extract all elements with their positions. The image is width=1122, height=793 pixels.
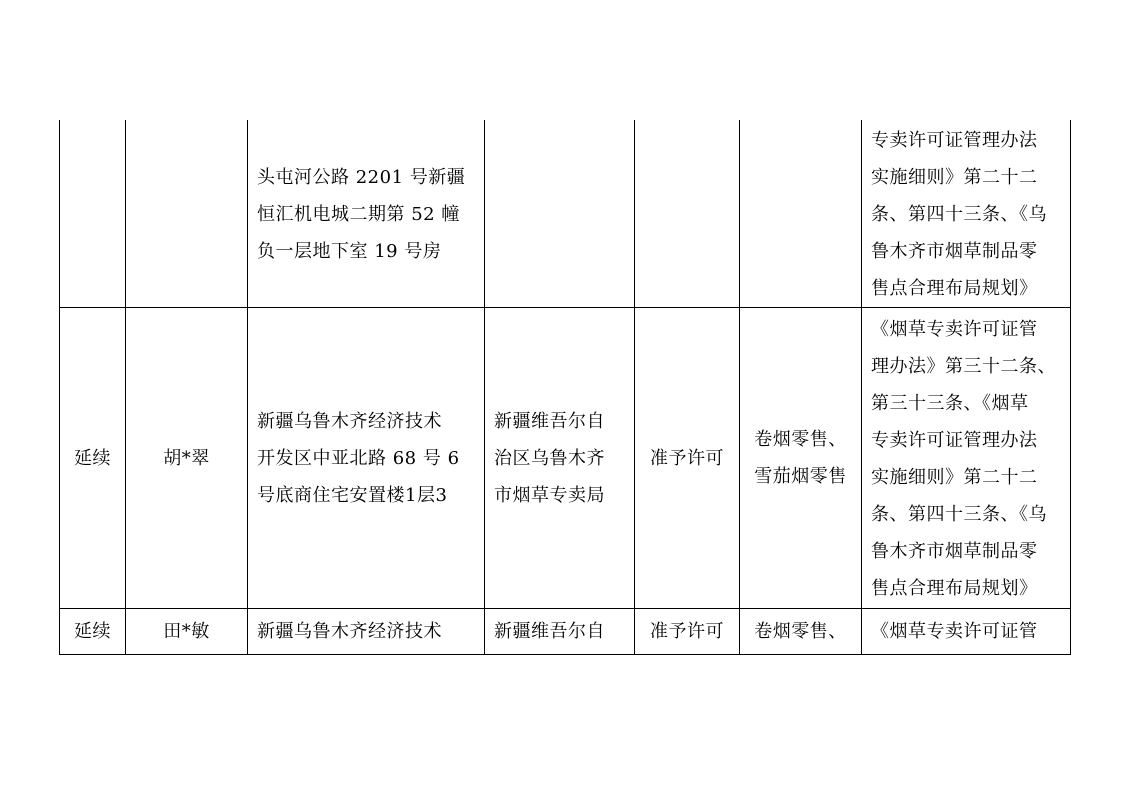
table-row bbox=[60, 609, 1071, 655]
basis-line: 第三十三条、《烟草 bbox=[871, 393, 1029, 414]
table-row bbox=[60, 308, 1071, 609]
license-table bbox=[59, 120, 1071, 655]
address-line: 恒汇机电城二期第 52 幢 bbox=[257, 204, 460, 225]
address-line: 开发区中亚北路 68 号 6 bbox=[257, 447, 460, 469]
basis-line: 专卖许可证管理办法 bbox=[871, 430, 1038, 451]
table-row bbox=[60, 120, 1071, 308]
basis-line: 鲁木齐市烟草制品零 bbox=[871, 241, 1038, 262]
basis-cell bbox=[862, 609, 1071, 655]
decision-cell bbox=[635, 120, 740, 308]
basis-line: 实施细则》第二十二 bbox=[871, 467, 1038, 488]
basis-line: 条、第四十三条、《乌 bbox=[871, 204, 1047, 225]
authority-line: 治区乌鲁木齐 bbox=[494, 447, 605, 469]
name-cell: 田*敏 bbox=[126, 609, 248, 655]
address-line: 号底商住宅安置楼1层3 bbox=[257, 484, 448, 506]
decision-cell: 准予许可 bbox=[635, 609, 740, 655]
basis-line: 售点合理布局规划》 bbox=[871, 278, 1038, 299]
address-line: 新疆乌鲁木齐经济技术 bbox=[257, 621, 442, 642]
authority-cell bbox=[485, 120, 635, 308]
address-line: 新疆乌鲁木齐经济技术 bbox=[257, 410, 442, 432]
address-cell bbox=[248, 609, 485, 655]
scope-cell bbox=[740, 609, 862, 655]
address-line: 负一层地下室 19 号房 bbox=[257, 241, 442, 262]
type-cell bbox=[60, 120, 126, 308]
authority-line: 市烟草专卖局 bbox=[494, 484, 605, 506]
authority-cell bbox=[485, 308, 635, 609]
scope-line: 卷烟零售、 bbox=[754, 621, 847, 642]
authority-line: 新疆维吾尔自 bbox=[494, 410, 605, 432]
name-cell: 胡*翠 bbox=[126, 308, 248, 609]
basis-line: 鲁木齐市烟草制品零 bbox=[871, 541, 1038, 562]
basis-line: 条、第四十三条、《乌 bbox=[871, 504, 1047, 525]
scope-cell bbox=[740, 120, 862, 308]
scope-cell bbox=[740, 308, 862, 609]
address-cell bbox=[248, 120, 485, 308]
scope-line: 卷烟零售、 bbox=[754, 429, 847, 450]
basis-cell bbox=[862, 308, 1071, 609]
basis-cell bbox=[862, 120, 1071, 308]
authority-cell bbox=[485, 609, 635, 655]
basis-line: 《烟草专卖许可证管 bbox=[871, 319, 1038, 340]
scope-line: 雪茄烟零售 bbox=[754, 466, 847, 487]
basis-line: 《烟草专卖许可证管 bbox=[871, 621, 1038, 642]
type-cell: 延续 bbox=[60, 609, 126, 655]
address-cell bbox=[248, 308, 485, 609]
basis-line: 实施细则》第二十二 bbox=[871, 167, 1038, 188]
authority-line: 新疆维吾尔自 bbox=[494, 621, 605, 642]
name-cell bbox=[126, 120, 248, 308]
basis-line: 售点合理布局规划》 bbox=[871, 578, 1038, 599]
basis-line: 专卖许可证管理办法 bbox=[871, 130, 1038, 151]
decision-cell: 准予许可 bbox=[635, 308, 740, 609]
type-cell: 延续 bbox=[60, 308, 126, 609]
basis-line: 理办法》第三十二条、 bbox=[871, 356, 1056, 377]
address-line: 头屯河公路 2201 号新疆 bbox=[257, 167, 466, 188]
